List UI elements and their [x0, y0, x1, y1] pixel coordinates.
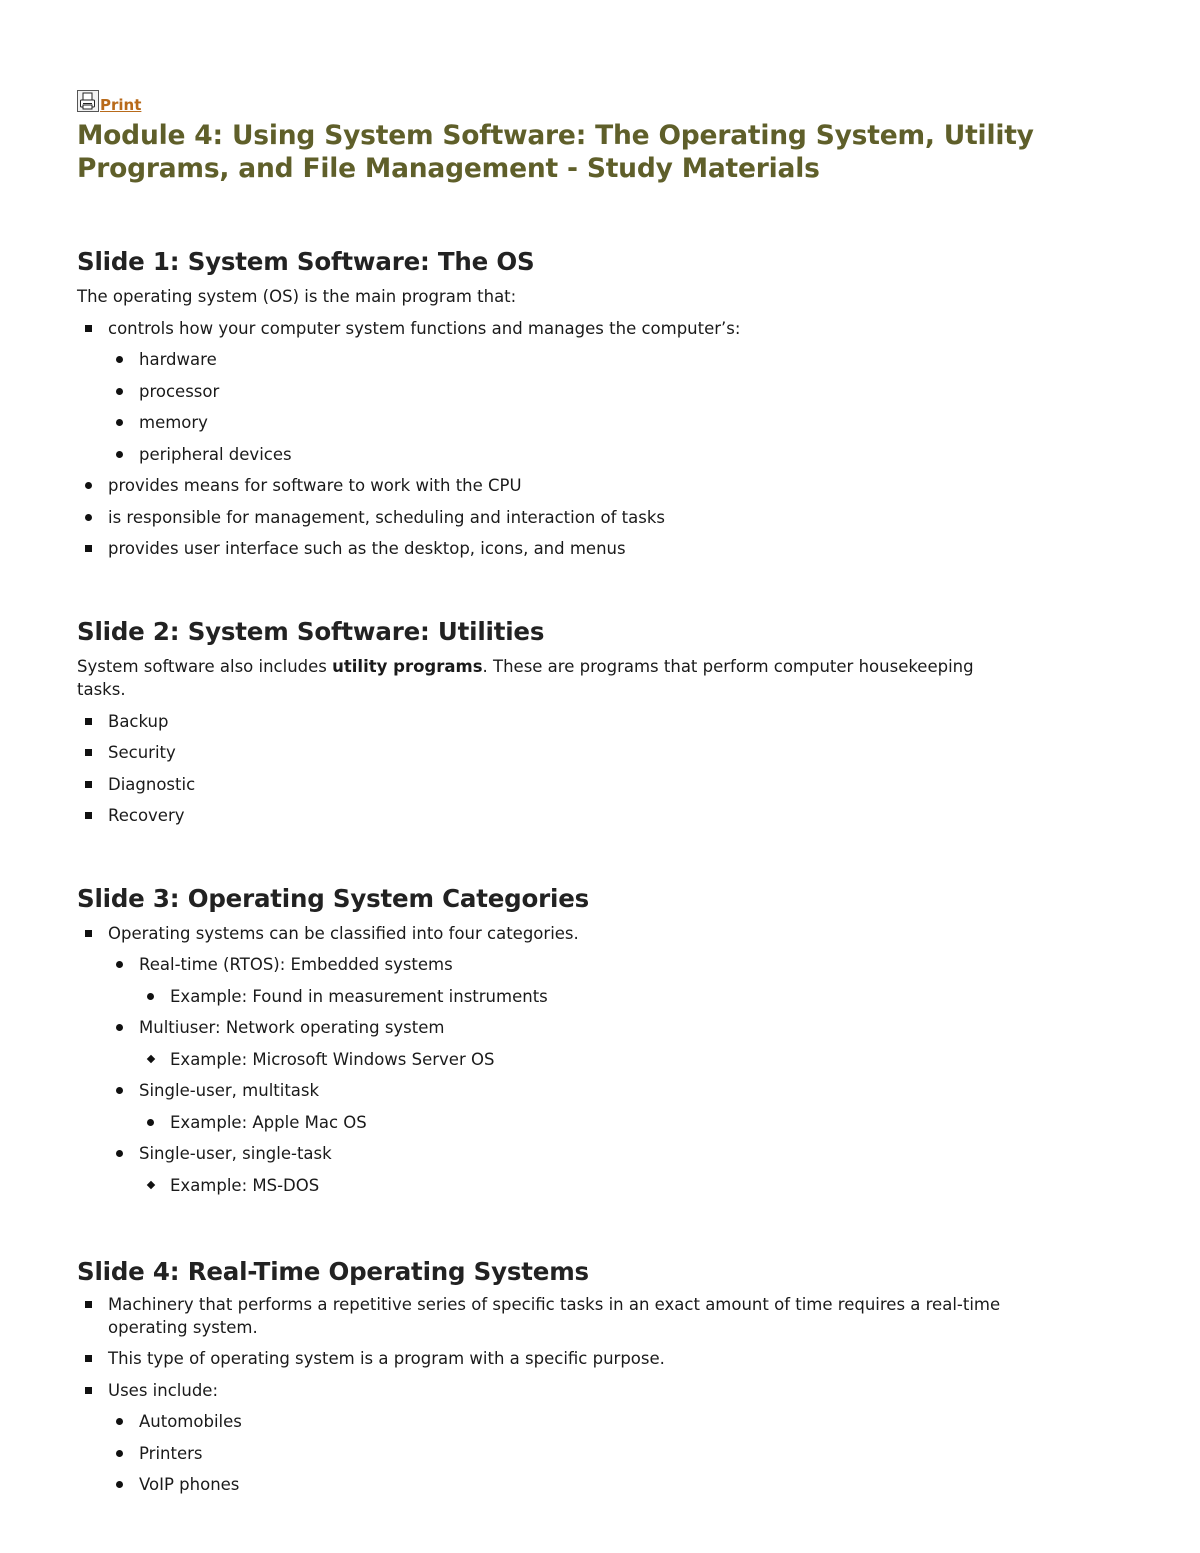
list-item: peripheral devices — [108, 443, 1027, 466]
list-item — [108, 1016, 1027, 1071]
list-item — [77, 1379, 1027, 1497]
slide2-section — [77, 617, 1027, 827]
list-item — [108, 1079, 1027, 1134]
list-item: provides means for software to work with the CPU — [77, 474, 1027, 497]
list-item: Example: MS-DOS — [139, 1174, 1027, 1197]
list-item: VoIP phones — [108, 1473, 1027, 1496]
list-item: This type of operating system is a program with a specific purpose. — [77, 1347, 1027, 1370]
list-item: hardware — [108, 348, 1027, 371]
printer-icon[interactable] — [77, 90, 99, 112]
slide4-list — [77, 1293, 1027, 1497]
list-item: Machinery that performs a repetitive series of specific tasks in an exact amount of time requires a real-time operating system. — [77, 1293, 1027, 1339]
list-item-text: controls how your computer system functions and manages the computer’s: — [108, 318, 741, 338]
slide2-intro-bold: utility programs — [332, 657, 483, 676]
list-item: Automobiles — [108, 1410, 1027, 1433]
page-title: Module 4: Using System Software: The Operating System, Utility Programs, and File Management - Study Materials — [77, 120, 1034, 184]
slide2-heading: Slide 2: System Software: Utilities — [77, 617, 545, 646]
print-link[interactable]: Print — [100, 96, 142, 114]
list-item-text: Uses include: — [108, 1380, 219, 1400]
slide4-section — [77, 1257, 1027, 1496]
list-item: Diagnostic — [77, 773, 1027, 796]
document-page — [0, 0, 1034, 185]
slide1-intro: The operating system (OS) is the main program that: — [77, 287, 517, 306]
slide1-heading: Slide 1: System Software: The OS — [77, 247, 535, 276]
list-item: Example: Found in measurement instruments — [139, 985, 1027, 1008]
print-toolbar — [77, 84, 1027, 112]
list-item-text: Single-user, single-task — [139, 1144, 332, 1163]
list-item: Example: Apple Mac OS — [139, 1111, 1027, 1134]
list-item: memory — [108, 411, 1027, 434]
slide4-heading: Slide 4: Real-Time Operating Systems — [77, 1257, 589, 1286]
slide2-intro-post: . These are programs that perform computer housekeeping tasks. — [77, 657, 974, 699]
list-item: is responsible for management, scheduling and interaction of tasks — [77, 506, 1027, 529]
list-item: Backup — [77, 710, 1027, 733]
list-item-text: Single-user, multitask — [139, 1081, 320, 1100]
slide2-intro — [77, 655, 1027, 701]
slide1-section — [77, 247, 1027, 560]
slide2-intro-pre: System software also includes — [77, 657, 333, 676]
list-item: Printers — [108, 1442, 1027, 1465]
list-item — [77, 317, 1027, 466]
slide2-list — [77, 710, 1027, 828]
slide3-section — [77, 884, 1027, 1197]
list-item: Recovery — [77, 804, 1027, 827]
slide3-heading: Slide 3: Operating System Categories — [77, 884, 589, 913]
list-item — [108, 1142, 1027, 1197]
list-item: processor — [108, 380, 1027, 403]
list-item-text: Operating systems can be classified into four categories. — [108, 923, 579, 943]
list-item-text: Real-time (RTOS): Embedded systems — [139, 955, 453, 974]
slide1-list — [77, 317, 1027, 561]
list-item: Security — [77, 741, 1027, 764]
list-item — [77, 922, 1027, 1197]
list-item — [108, 953, 1027, 1008]
slide3-list — [77, 922, 1027, 1197]
list-item: Example: Microsoft Windows Server OS — [139, 1048, 1027, 1071]
list-item-text: Multiuser: Network operating system — [139, 1018, 445, 1037]
list-item: provides user interface such as the desktop, icons, and menus — [77, 537, 1027, 560]
